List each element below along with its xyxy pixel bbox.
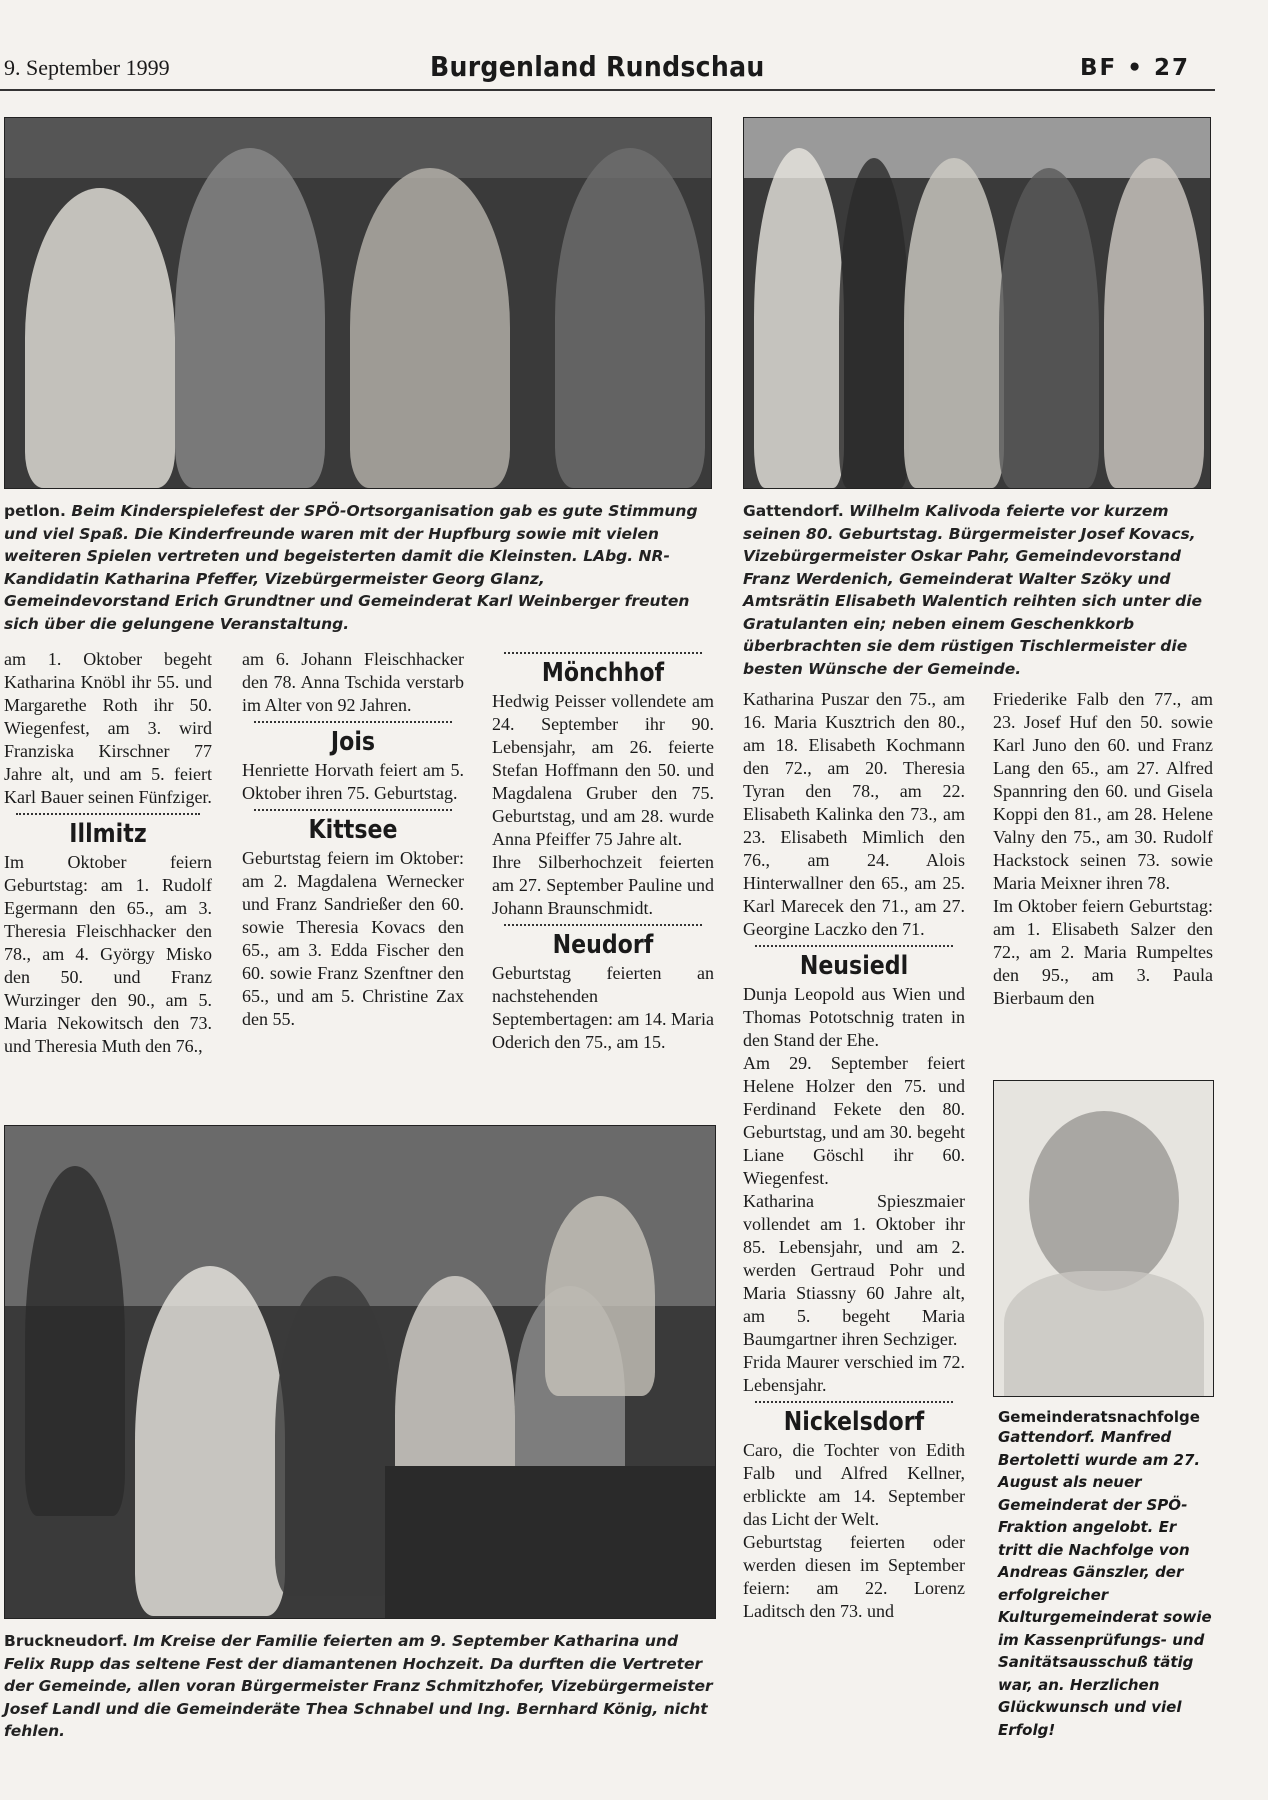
- paragraph: Geburtstag feierten oder werden diesen im September feiern: am 22. Lorenz Laditsch den 73. und: [743, 1532, 965, 1621]
- section-title-kittsee: Kittsee: [308, 815, 398, 845]
- section-title-neusiedl: Neusiedl: [799, 951, 909, 981]
- section-title-illmitz: Illmitz: [69, 819, 147, 849]
- caption-text: Wilhelm Kalivoda feierte vor kurzem seinen 80. Geburtstag. Bürgermeister Josef Kovacs, Vizebürgermeister Oskar Pahr, Gemeindevorstand Franz Werdenich, Gemeinderat Walter Szöky und Amtsrätin Elisabeth Walentich reihten sich unter die Gratulanten ein; neben einem Geschenkkorb überbrachten sie dem rüstigen Tischlermeister die besten Wünsche der Gemeinde.: [743, 502, 1203, 678]
- caption-place: petlon.: [4, 502, 66, 520]
- article-column-1: [4, 648, 212, 1058]
- section-divider: [504, 924, 702, 926]
- caption-bruckneudorf: [4, 1630, 716, 1743]
- issue-date: 9. September 1999: [4, 55, 170, 80]
- caption-place: Bruckneudorf.: [4, 1632, 128, 1650]
- section-divider: [254, 721, 452, 723]
- paragraph: Friederike Falb den 77., am 23. Josef Huf den 50. sowie Karl Juno den 60. und Franz Lang den 65., am 27. Alfred Spannring den 60. und Gisela Koppi den 81., am 28. Helene Valny den 75., am 30. Rudolf Hackstock seinen 73. sowie Maria Meixner ihren 78.: [993, 689, 1213, 893]
- photo-kinderspielefest: [4, 117, 712, 489]
- caption-text: Beim Kinderspielefest der SPÖ-Ortsorganisation gab es gute Stimmung und viel Spaß. Die Kinderfreunde waren mit der Hupfburg sowie mit vielen weiteren Spielen vertreten und begeisterten damit die Kleinsten. LAbg. NR-Kandidatin Katharina Pfeffer, Vizebürgermeister Georg Glanz, Gemeindevorstand Erich Grundtner und Gemeinderat Karl Weinberger freuten sich über die gelungene Veranstaltung.: [4, 502, 698, 633]
- paragraph: Im Oktober feiern Geburtstag: am 1. Elisabeth Salzer den 72., am 2. Maria Rumpeltes den 95., am 3. Paula Bierbaum den: [993, 896, 1213, 1008]
- paragraph: am 6. Johann Fleischhacker den 78. Anna Tschida verstarb im Alter von 92 Jahren.: [242, 649, 464, 715]
- paragraph: Katharina Puszar den 75., am 16. Maria Kusztrich den 80., am 18. Elisabeth Kochmann den 72., am 20. Theresia Tyran den 78., am 22. Elisabeth Kalinka den 73., am 23. Elisabeth Mimlich den 76., am 24. Alois Hinterwallner den 65., am 25. Karl Marecek den 71., am 27. Georgine Laczko den 71.: [743, 689, 965, 939]
- paragraph: Geburtstag feierten an nachstehenden Septembertagen: am 14. Maria Oderich den 75., am 15.: [492, 963, 714, 1052]
- paragraph: Henriette Horvath feiert am 5. Oktober ihren 75. Geburtstag.: [242, 760, 464, 803]
- photo-diamantene-hochzeit: [4, 1125, 716, 1619]
- caption-place: Gattendorf.: [743, 502, 844, 520]
- section-divider: [16, 813, 200, 815]
- paragraph: Ihre Silberhochzeit feierten am 27. September Pauline und Johann Braunschmidt.: [492, 852, 714, 918]
- caption-kinderspielefest: [4, 500, 714, 635]
- section-title-nickelsdorf: Nickelsdorf: [783, 1407, 925, 1437]
- section-divider: [755, 1401, 953, 1403]
- paragraph: Dunja Leopold aus Wien und Thomas Pototschnig traten in den Stand der Ehe.: [743, 984, 965, 1050]
- article-column-4: [743, 688, 965, 1623]
- paragraph: am 1. Oktober begeht Katharina Knöbl ihr 55. und Margarethe Roth ihr 50. Wiegenfest, am 3. wird Franziska Kirschner 77 Jahre alt, und am 5. feiert Karl Bauer seinen Fünfziger.: [4, 649, 212, 807]
- section-title-jois: Jois: [330, 727, 376, 757]
- article-column-3: [492, 648, 714, 1054]
- section-divider: [755, 945, 953, 947]
- article-column-5: [993, 688, 1213, 1010]
- caption-gattendorf: [743, 500, 1211, 680]
- notice-text: Gattendorf. Manfred Bertoletti wurde am 27. August als neuer Gemeinderat der SPÖ-Fraktion angelobt. Er tritt die Nachfolge von Andreas Gänszler, der erfolgreicher Kulturgemeinderat sowie im Kassenprüfungs- und Sanitätsausschuß tätig war, an. Herzlichen Glückwunsch und viel Erfolg!: [998, 1428, 1212, 1739]
- paragraph: Hedwig Peisser vollendete am 24. September ihr 90. Lebensjahr, am 26. feierte Stefan Hoffmann den 50. und Magdalena Gruber den 75. Geburtstag, und am 28. wurde Anna Pfeiffer 75 Jahre alt.: [492, 691, 714, 849]
- paragraph: Geburtstag feiern im Oktober: am 2. Magdalena Wernecker und Franz Sandrießer den 60. sowie Theresia Kovacs den 65., am 3. Edda Fischer den 60. sowie Franz Szenftner den 65., und am 5. Christine Zax den 55.: [242, 848, 464, 1029]
- header-rule: [0, 89, 1215, 91]
- photo-portrait-bertoletti: [993, 1080, 1214, 1397]
- section-divider: [504, 652, 702, 654]
- notice-title: Gemeinderatsnachfolge: [998, 1408, 1200, 1426]
- caption-text: Im Kreise der Familie feierten am 9. September Katharina und Felix Rupp das seltene Fest der diamantenen Hochzeit. Da durften die Vertreter der Gemeinde, allen voran Bürgermeister Franz Schmitzhofer, Vizebürgermeister Josef Landl und die Gemeinderäte Thea Schnabel und Ing. Bernhard König, nicht fehlen.: [4, 1632, 713, 1740]
- section-divider: [254, 809, 452, 811]
- paragraph: Caro, die Tochter von Edith Falb und Alfred Kellner, erblickte am 14. September das Licht der Welt.: [743, 1440, 965, 1529]
- photo-gattendorf-geburtstag: [743, 117, 1211, 489]
- notice-gemeinderatsnachfolge: [998, 1408, 1213, 1741]
- page-number: BF • 27: [1080, 55, 1190, 81]
- paragraph: Frida Maurer verschied im 72. Lebensjahr.: [743, 1352, 965, 1395]
- article-column-2: [242, 648, 464, 1031]
- section-title-moenchhof: Mönchhof: [541, 658, 665, 688]
- paragraph: Katharina Spieszmaier vollendet am 1. Oktober ihr 85. Lebensjahr, und am 2. werden Gertraud Pohr und Maria Stiassny 60 Jahre alt, am 5. begeht Maria Baumgartner ihren Sechziger.: [743, 1191, 965, 1349]
- section-title-neudorf: Neudorf: [552, 930, 654, 960]
- paragraph: Am 29. September feiert Helene Holzer den 75. und Ferdinand Fekete den 80. Geburtstag, und am 30. begeht Liane Göschl ihr 60. Wiegenfest.: [743, 1053, 965, 1188]
- newspaper-title: Burgenland Rundschau: [430, 50, 765, 83]
- paragraph: Im Oktober feiern Geburtstag: am 1. Rudolf Egermann den 65., am 3. Theresia Fleischhacker den 78., am 4. György Misko den 50. und Franz Wurzinger den 90., am 5. Maria Nekowitsch den 73. und Theresia Muth den 76.,: [4, 852, 212, 1056]
